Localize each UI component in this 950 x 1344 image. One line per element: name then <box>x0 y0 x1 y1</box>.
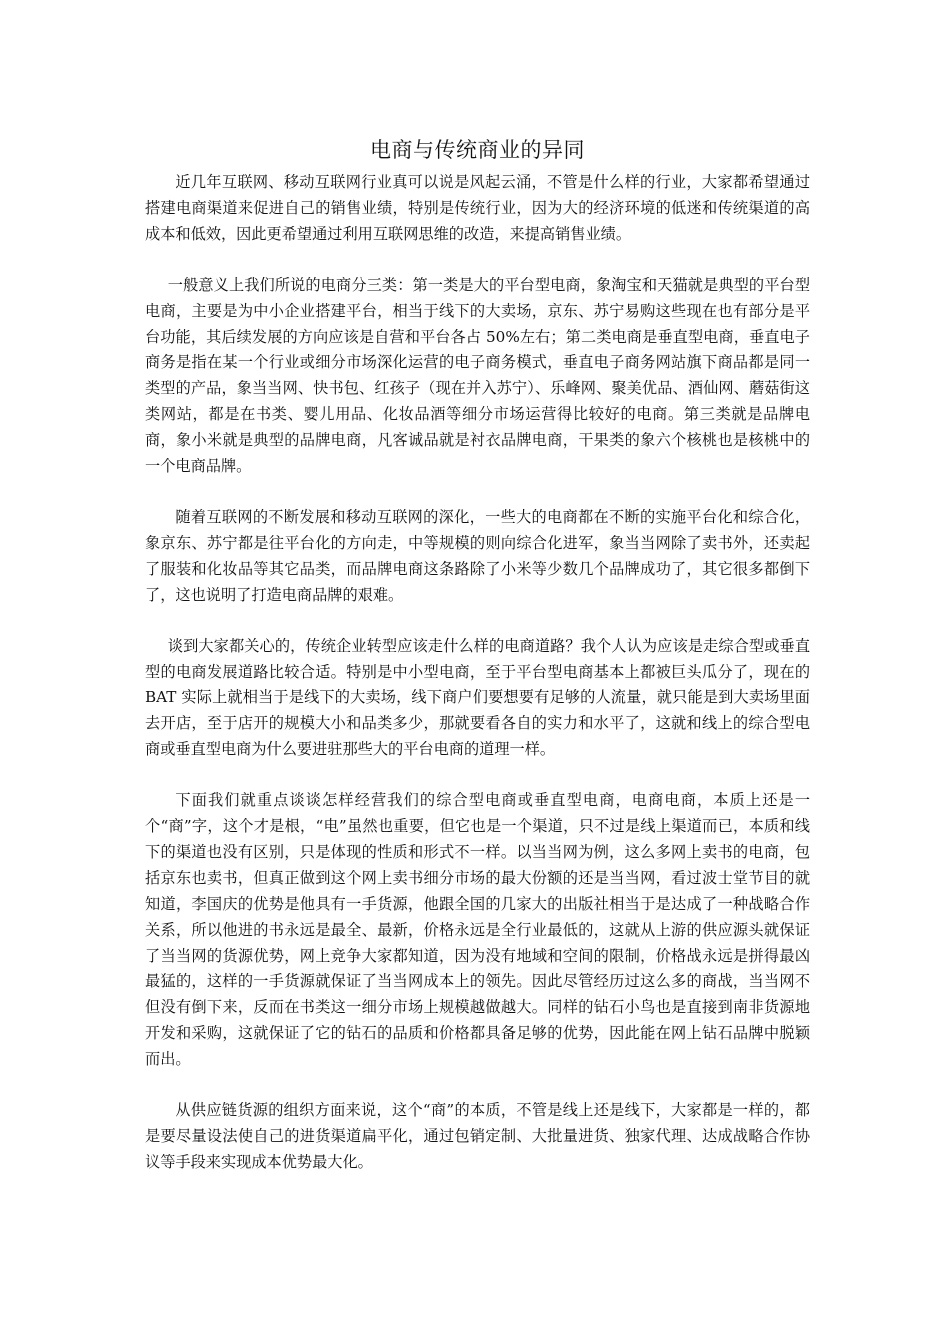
paragraph-commerce-essence: 下面我们就重点谈谈怎样经营我们的综合型电商或垂直型电商，电商电商，本质上还是一个“商”字，这个才是根，“电”虽然也重要，但它也是一个渠道，只不过是线上渠道而已，本质和线下的渠道也没有区别，只是体现的性质和形式不一样。以当当网为例，这么多网上卖书的电商，包括京东也卖书，但真正做到这个网上卖书细分市场的最大份额的还是当当网，看过波士堂节目的就知道，李国庆的优势是他具有一手货源，他跟全国的几家大的出版社相当于是达成了一种战略合作关系，所以他进的书永远是最全、最新，价格永远是全行业最低的，这就从上游的供应源头就保证了当当网的货源优势，网上竞争大家都知道，因为没有地域和空间的限制，价格战永远是拼得最凶最猛的，这样的一手货源就保证了当当网成本上的领先。因此尽管经历过这么多的商战，当当网不但没有倒下来，反而在书类这一细分市场上规模越做越大。同样的钻石小鸟也是直接到南非货源地开发和采购，这就保证了它的钻石的品质和价格都具备足够的优势，因此能在网上钻石品牌中脱颖而出。 <box>145 791 810 1069</box>
paragraph-intro: 近几年互联网、移动互联网行业真可以说是风起云涌，不管是什么样的行业，大家都希望通过搭建电商渠道来促进自己的销售业绩，特别是传统行业，因为大的经济环境的低迷和传统渠道的高成本和低效，因此更希望通过利用互联网思维的改造，来提高销售业绩。 <box>145 173 810 243</box>
document-body <box>145 132 810 1201</box>
paragraph-platform-trend: 随着互联网的不断发展和移动互联网的深化，一些大的电商都在不断的实施平台化和综合化，象京东、苏宁都是往平台化的方向走，中等规模的则向综合化进军，象当当网除了卖书外，还卖起了服装和化妆品等其它品类，而品牌电商这条路除了小米等少数几个品牌成功了，其它很多都倒下了，这也说明了打造电商品牌的艰难。 <box>145 507 810 604</box>
paragraph-transformation-path: 谈到大家都关心的，传统企业转型应该走什么样的电商道路？我个人认为应该是走综合型或垂直型的电商发展道路比较合适。特别是中小型电商，至于平台型电商基本上都被巨头瓜分了，现在的 BAT 实际上就相当于是线下的大卖场，线下商户们要想要有足够的人流量，就只能是到大卖场里面去开店，至于店开的规模大小和品类多少，那就要看各自的实力和水平了，这就和线上的综合型电商或垂直型电商为什么要进驻那些大的平台电商的道理一样。 <box>145 636 810 759</box>
paragraph-ecommerce-types: 一般意义上我们所说的电商分三类：第一类是大的平台型电商，象淘宝和天猫就是典型的平台型电商，主要是为中小企业搭建平台，相当于线下的大卖场，京东、苏宁易购这些现在也有部分是平台功能，其后续发展的方向应该是自营和平台各占 50%左右；第二类电商是垂直型电商，垂直电子商务是指在某一个行业或细分市场深化运营的电子商务模式，垂直电子商务网站旗下商品都是同一类型的产品，象当当网、快书包、红孩子（现在并入苏宁）、乐峰网、聚美优品、酒仙网、蘑菇街这类网站，都是在书类、婴儿用品、化妆品酒等细分市场运营得比较好的电商。第三类就是品牌电商，象小米就是典型的品牌电商，凡客诚品就是衬衣品牌电商，干果类的象六个核桃也是核桃中的一个电商品牌。 <box>145 275 810 476</box>
paragraph-supply-chain: 从供应链货源的组织方面来说，这个“商”的本质，不管是线上还是线下，大家都是一样的，都是要尽量设法使自己的进货渠道扁平化，通过包销定制、大批量进货、独家代理、达成战略合作协议等手段来实现成本优势最大化。 <box>145 1101 810 1171</box>
document-title: 电商与传统商业的异同 <box>370 138 585 162</box>
